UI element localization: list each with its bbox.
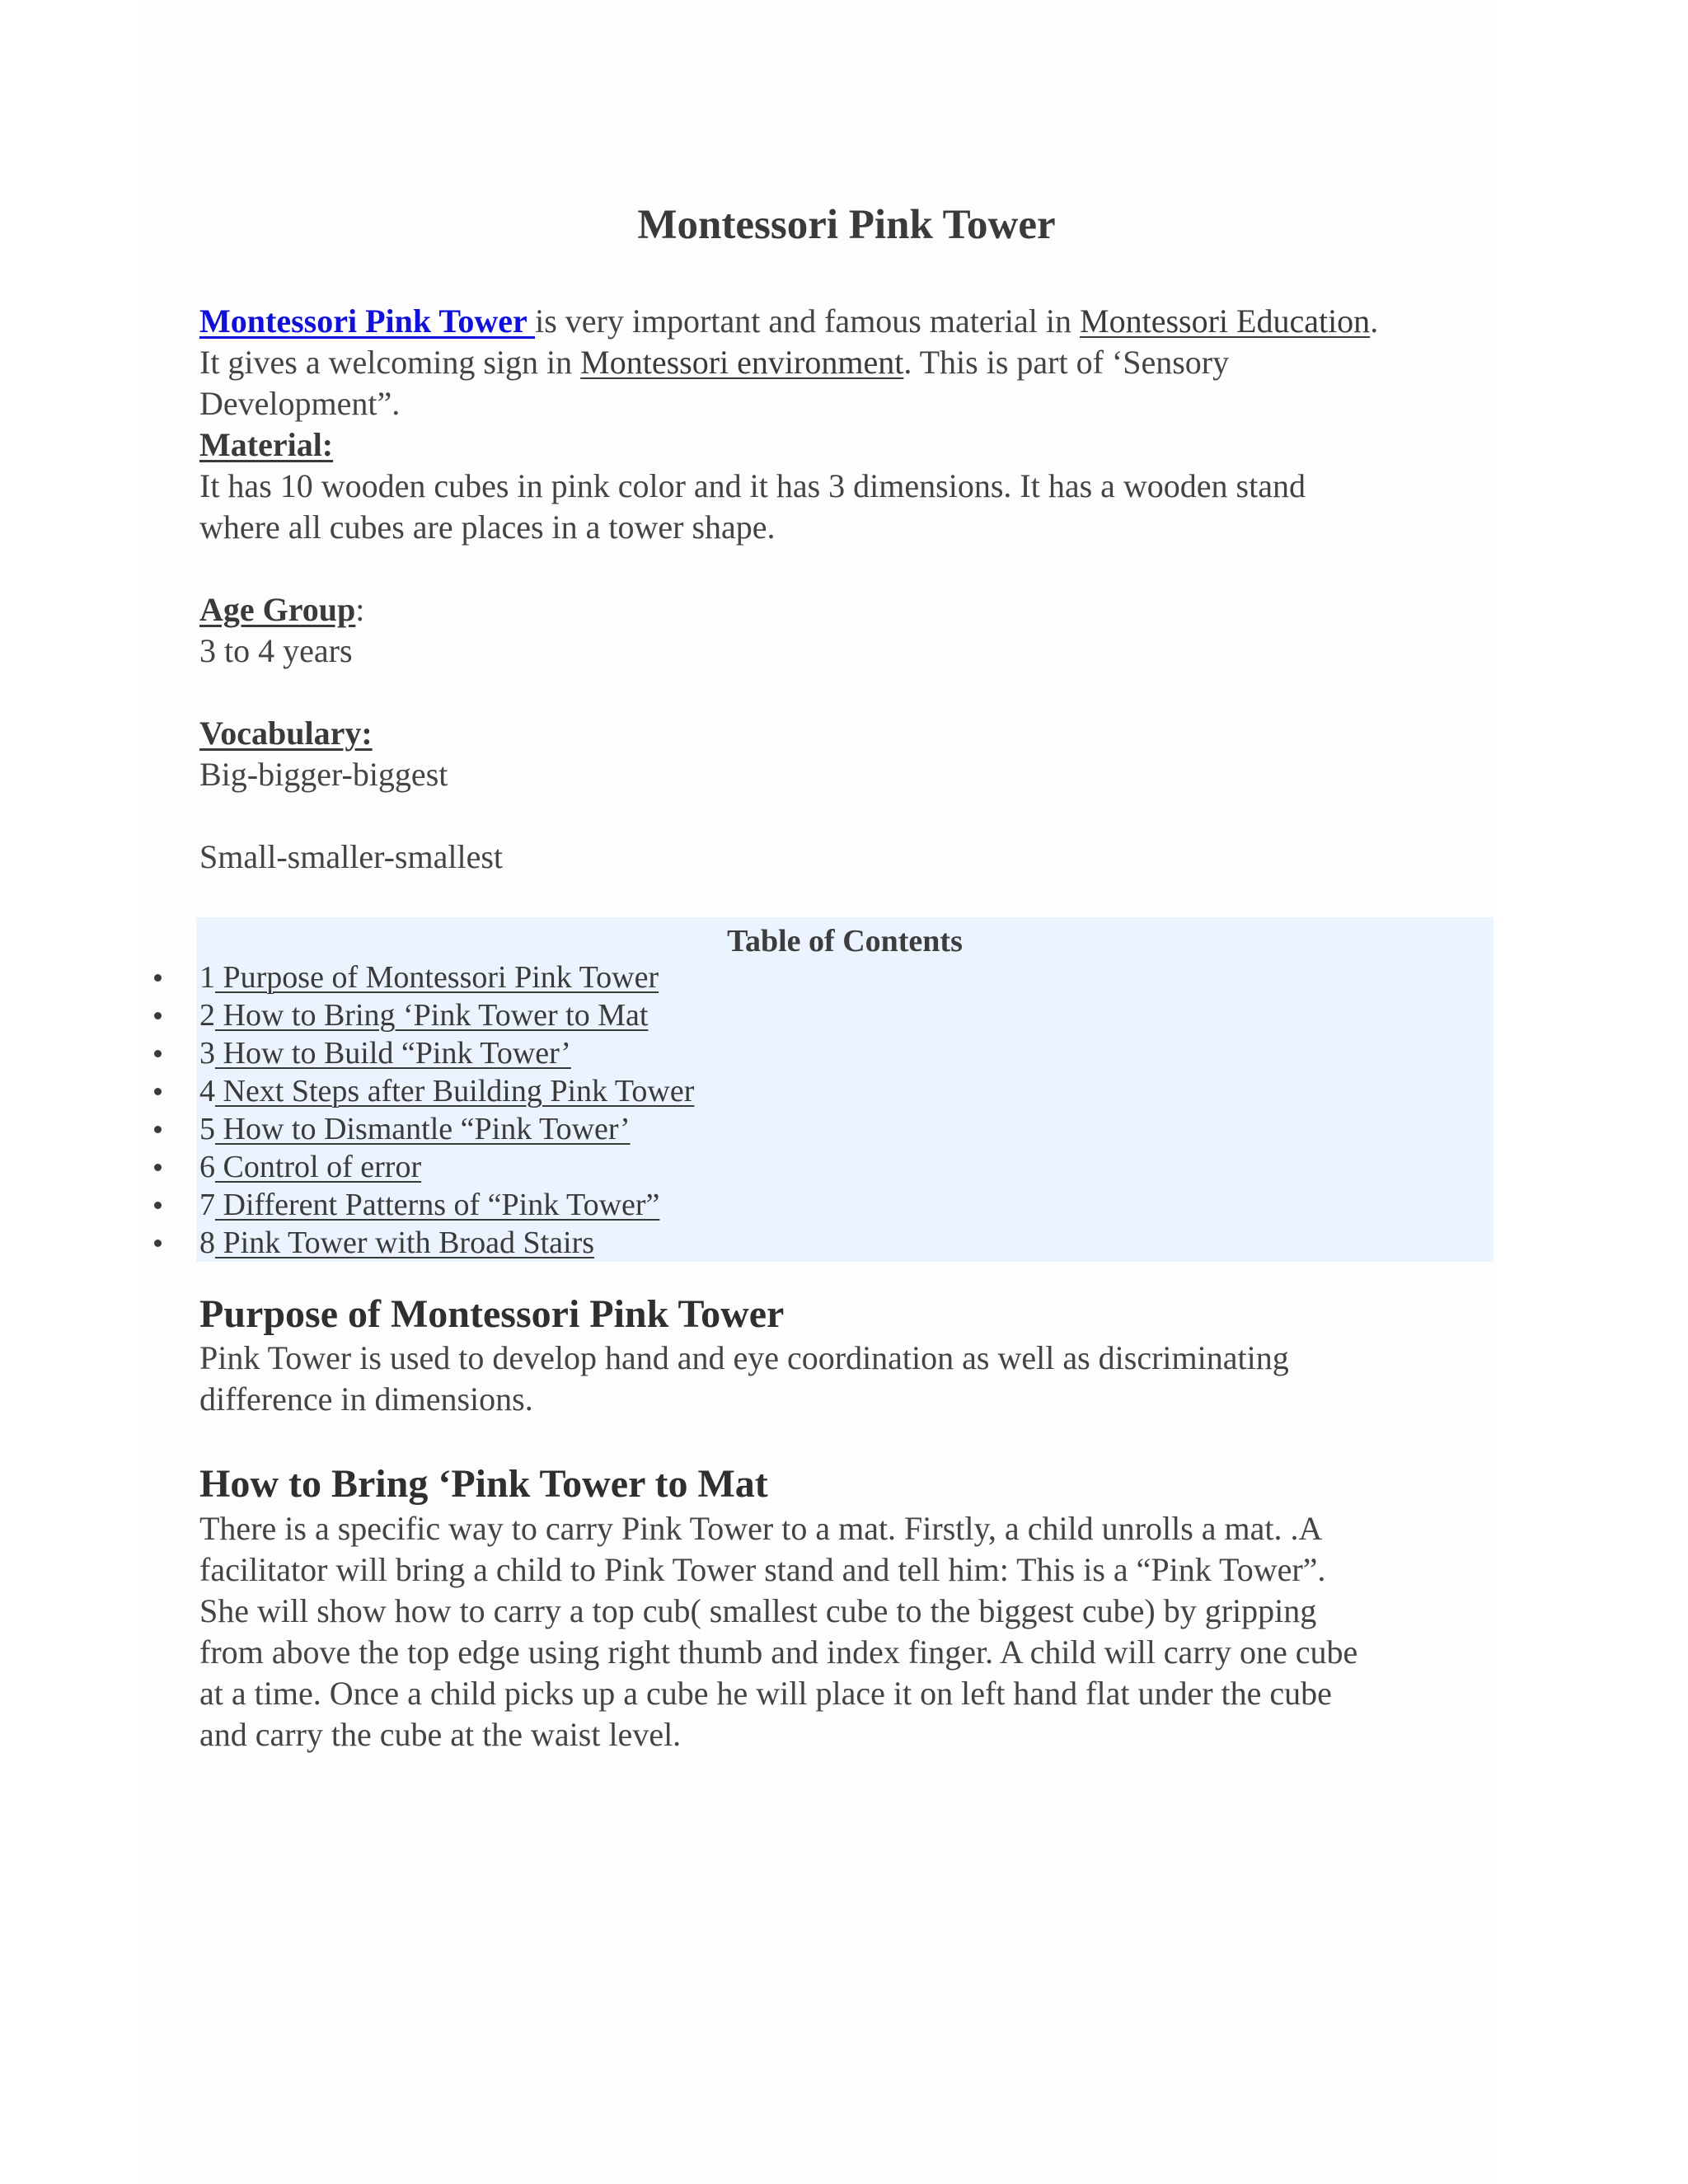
toc-item-8[interactable]: 8 Pink Tower with Broad Stairs [199,1224,594,1262]
toc-item-4[interactable]: 4 Next Steps after Building Pink Tower [199,1072,694,1110]
toc-item-2[interactable]: 2 How to Bring ‘Pink Tower to Mat [199,996,648,1034]
toc-item-3[interactable]: 3 How to Build “Pink Tower’ [199,1034,571,1072]
section-heading-purpose: Purpose of Montessori Pink Tower [199,1292,785,1336]
toc-item-6[interactable]: 6 Control of error [199,1148,421,1186]
purpose-text-line-1: Pink Tower is used to develop hand and eye coordination as well as discriminating [199,1339,1289,1376]
toc-item-1[interactable]: 1 Purpose of Montessori Pink Tower [199,958,659,996]
bring-text-line-5: at a time. Once a child picks up a cube he will place it on left hand flat under the cube [199,1675,1332,1712]
material-label: Material: [199,426,334,463]
bring-text-line-6: and carry the cube at the waist level. [199,1716,682,1753]
toc-item-5[interactable]: 5 How to Dismantle “Pink Tower’ [199,1110,631,1148]
section-heading-bring: How to Bring ‘Pink Tower to Mat [199,1462,768,1506]
bullet-icon [154,1240,162,1247]
bullet-icon [154,1126,162,1133]
pink-tower-link[interactable]: Montessori Pink Tower [199,302,536,340]
vocabulary-line-1: Big-bigger-biggest [199,756,448,793]
bullet-icon [154,1012,162,1019]
toc-title: Table of Contents [727,924,963,958]
page-title: Montessori Pink Tower [637,202,1056,248]
bullet-icon [154,1050,162,1057]
vocabulary-line-2: Small-smaller-smallest [199,838,504,875]
bring-text-line-4: from above the top edge using right thumb and index finger. A child will carry one cube [199,1633,1358,1671]
bring-text-line-3: She will show how to carry a top cub( smallest cube to the biggest cube) by gripping [199,1592,1317,1629]
bring-text-line-1: There is a specific way to carry Pink Tower to a mat. Firstly, a child unrolls a mat. .A [199,1510,1323,1547]
age-group-label: Age Group: [199,591,365,628]
intro-paragraph-line-1: Montessori Pink Tower is very important and famous material in Montessori Education. [199,302,1379,340]
purpose-text-line-2: difference in dimensions. [199,1380,533,1418]
montessori-environment-link[interactable]: Montessori environment [580,344,904,381]
bullet-icon [154,974,162,982]
bullet-icon [154,1088,162,1095]
vocabulary-label: Vocabulary: [199,715,373,752]
toc-item-7[interactable]: 7 Different Patterns of “Pink Tower” [199,1186,659,1224]
montessori-education-link[interactable]: Montessori Education [1080,302,1371,340]
bullet-icon [154,1202,162,1209]
intro-paragraph-line-3: Development”. [199,385,401,422]
material-text-line-1: It has 10 wooden cubes in pink color and it has 3 dimensions. It has a wooden stand [199,467,1306,504]
bullet-icon [154,1164,162,1171]
bring-text-line-2: facilitator will bring a child to Pink Tower stand and tell him: This is a “Pink Tower”. [199,1551,1326,1588]
intro-paragraph-line-2: It gives a welcoming sign in Montessori environment. This is part of ‘Sensory [199,344,1230,381]
age-group-value: 3 to 4 years [199,632,353,669]
material-text-line-2: where all cubes are places in a tower shape. [199,509,776,546]
